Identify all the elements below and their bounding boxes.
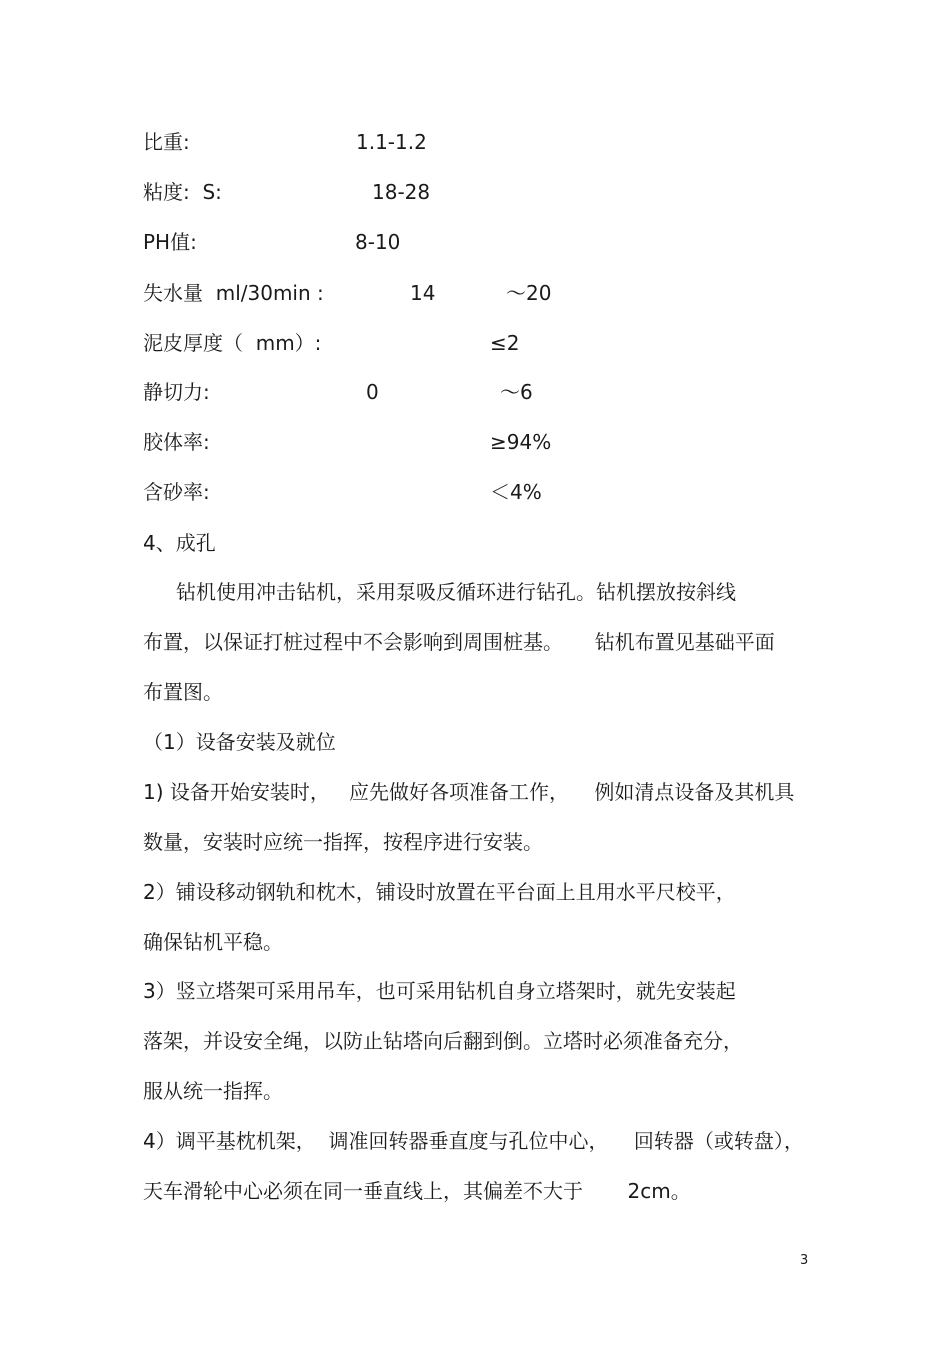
param-label: 胶体率: xyxy=(143,430,210,454)
param-label: 失水量 ml/30min : xyxy=(143,281,324,305)
page-number: 3 xyxy=(800,1253,809,1268)
paragraph-line: 天车滑轮中心必须在同一垂直线上，其偏差不大于 2cm。 xyxy=(143,1179,691,1203)
param-label: 含砂率: xyxy=(143,480,210,504)
param-value-range: ～20 xyxy=(506,281,552,305)
paragraph-line: 落架，并设安全绳，以防止钻塔向后翻到倒。立塔时必须准备充分， xyxy=(143,1029,743,1053)
param-value-range: ＜4% xyxy=(490,480,542,504)
subsection-heading: （1）设备安装及就位 xyxy=(143,730,336,754)
param-label: 比重: xyxy=(143,130,190,154)
paragraph-line: 布置图。 xyxy=(143,680,223,704)
param-label: 静切力: xyxy=(143,380,210,404)
param-label: 粘度: S: xyxy=(143,180,222,204)
param-value: 8-10 xyxy=(355,230,401,254)
param-value-range: ≤2 xyxy=(490,331,520,355)
param-label: 泥皮厚度（ mm）: xyxy=(143,331,322,355)
param-value: 18-28 xyxy=(372,180,431,204)
paragraph-line: 1) 设备开始安装时， 应先做好各项准备工作， 例如清点设备及其机具 xyxy=(143,780,795,804)
paragraph-line: 布置，以保证打桩过程中不会影响到周围桩基。 钻机布置见基础平面 xyxy=(143,630,775,654)
param-label: PH值: xyxy=(143,230,197,254)
param-value-range: ≥94% xyxy=(490,430,552,454)
paragraph-line: 3）竖立塔架可采用吊车，也可采用钻机自身立塔架时，就先安装起 xyxy=(143,979,736,1003)
paragraph-line: 钻机使用冲击钻机，采用泵吸反循环进行钻孔。钻机摆放按斜线 xyxy=(176,580,736,604)
paragraph-line: 2）铺设移动钢轨和枕木，铺设时放置在平台面上且用水平尺校平， xyxy=(143,880,736,904)
paragraph-line: 服从统一指挥。 xyxy=(143,1079,283,1103)
param-value: 1.1-1.2 xyxy=(356,130,427,154)
param-value-range: ～6 xyxy=(500,380,533,404)
paragraph-line: 数量，安装时应统一指挥，按程序进行安装。 xyxy=(143,830,543,854)
section-heading: 4、成孔 xyxy=(143,531,216,555)
param-value: 14 xyxy=(410,281,436,305)
paragraph-line: 确保钻机平稳。 xyxy=(143,930,283,954)
paragraph-line: 4）调平基枕机架， 调准回转器垂直度与孔位中心， 回转器（或转盘）， xyxy=(143,1129,804,1153)
param-value: 0 xyxy=(366,380,379,404)
